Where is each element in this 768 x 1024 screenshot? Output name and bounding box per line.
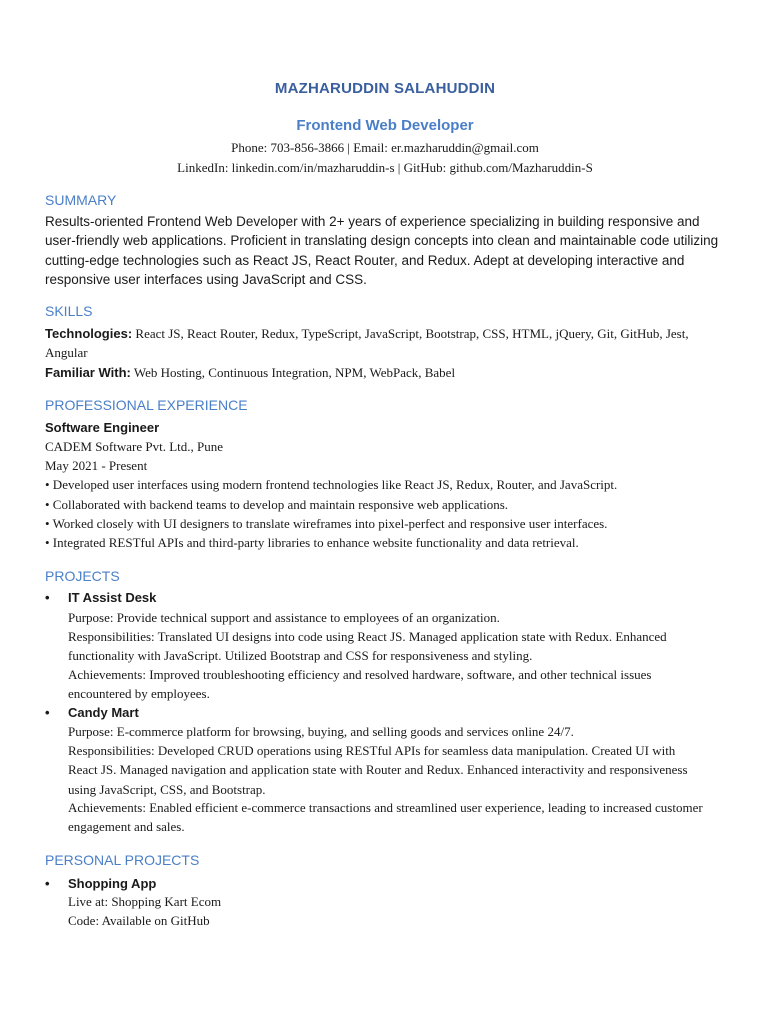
skills-technologies-value: React JS, React Router, Redux, TypeScript, JavaScript, Bootstrap, CSS, HTML, jQuery, Git, GitHub, Jest, Angular: [45, 326, 689, 361]
project-title: Candy Mart: [68, 705, 139, 720]
experience-bullet: • Integrated RESTful APIs and third-party libraries to enhance website functionality and data retrieval.: [45, 535, 579, 550]
summary-text: Results-oriented Frontend Web Developer with 2+ years of experience specializing in building responsive and user-friendly web applications. Proficient in translating design concepts into clean and maintainable code utilizing cutting-edge technologies such as React JS, React Router, and Redux. Adept at developing interactive and responsive user interfaces using JavaScript and CSS.: [45, 214, 719, 287]
bullet-icon: •: [45, 705, 50, 720]
contact-line-phone-email: Phone: 703-856-3866 | Email: er.mazharuddin@gmail.com: [231, 140, 539, 155]
project-title-row: [45, 703, 139, 722]
project-title-row: [45, 588, 156, 607]
skills-heading: SKILLS: [45, 303, 93, 319]
project-achievements: Achievements: Improved troubleshooting efficiency and resolved hardware, software, and other technical issues encountered by employees.: [68, 667, 652, 702]
experience-bullet: • Worked closely with UI designers to translate wireframes into pixel-perfect and responsive user interfaces.: [45, 516, 608, 531]
personal-project-live: Live at: Shopping Kart Ecom: [68, 894, 222, 909]
projects-heading: PROJECTS: [45, 568, 120, 584]
skills-familiar: [45, 363, 717, 382]
summary-heading: SUMMARY: [45, 192, 117, 208]
personal-projects-heading: PERSONAL PROJECTS: [45, 852, 200, 868]
personal-project-title: Shopping App: [68, 876, 157, 891]
project-purpose: Purpose: E-commerce platform for browsing, buying, and selling goods and services online 24/7.: [68, 724, 574, 739]
project-title: IT Assist Desk: [68, 590, 157, 605]
skills-technologies-label: Technologies:: [45, 326, 133, 341]
project-achievements: Achievements: Enabled efficient e-commerce transactions and streamlined user experience, leading to increased customer engagement and sales.: [68, 800, 703, 835]
experience-job-title: Software Engineer: [45, 420, 160, 435]
skills-familiar-label: Familiar With:: [45, 365, 131, 380]
project-responsibilities: Responsibilities: Developed CRUD operations using RESTful APIs for seamless data manipulation. Created UI with React JS. Managed navigation and application state with Router and Redux. Enhanced interactivity and responsiveness using JavaScript, CSS, and Bootstrap.: [68, 743, 688, 797]
project-purpose: Purpose: Provide technical support and assistance to employees of an organization.: [68, 610, 500, 625]
contact-line-links: LinkedIn: linkedin.com/in/mazharuddin-s | GitHub: github.com/Mazharuddin-S: [177, 160, 593, 175]
candidate-name: MAZHARUDDIN SALAHUDDIN: [274, 80, 496, 97]
experience-bullet: • Collaborated with backend teams to develop and maintain responsive web applications.: [45, 497, 509, 512]
experience-company: CADEM Software Pvt. Ltd., Pune: [45, 439, 224, 454]
project-responsibilities: Responsibilities: Translated UI designs into code using React JS. Managed application state with Redux. Enhanced functionality with JavaScript. Utilized Bootstrap and CSS for responsiveness and styling.: [68, 629, 667, 664]
personal-project-title-row: [45, 874, 156, 893]
experience-dates: May 2021 - Present: [45, 458, 148, 473]
experience-bullet: • Developed user interfaces using modern frontend technologies like React JS, Redux, Router, and JavaScript.: [45, 477, 618, 492]
skills-technologies: [45, 324, 717, 363]
experience-heading: PROFESSIONAL EXPERIENCE: [45, 397, 248, 413]
personal-project-code: Code: Available on GitHub: [68, 913, 210, 928]
job-title: Frontend Web Developer: [296, 117, 474, 134]
skills-familiar-value: Web Hosting, Continuous Integration, NPM, WebPack, Babel: [130, 365, 456, 380]
bullet-icon: •: [45, 590, 50, 605]
bullet-icon: •: [45, 876, 50, 891]
